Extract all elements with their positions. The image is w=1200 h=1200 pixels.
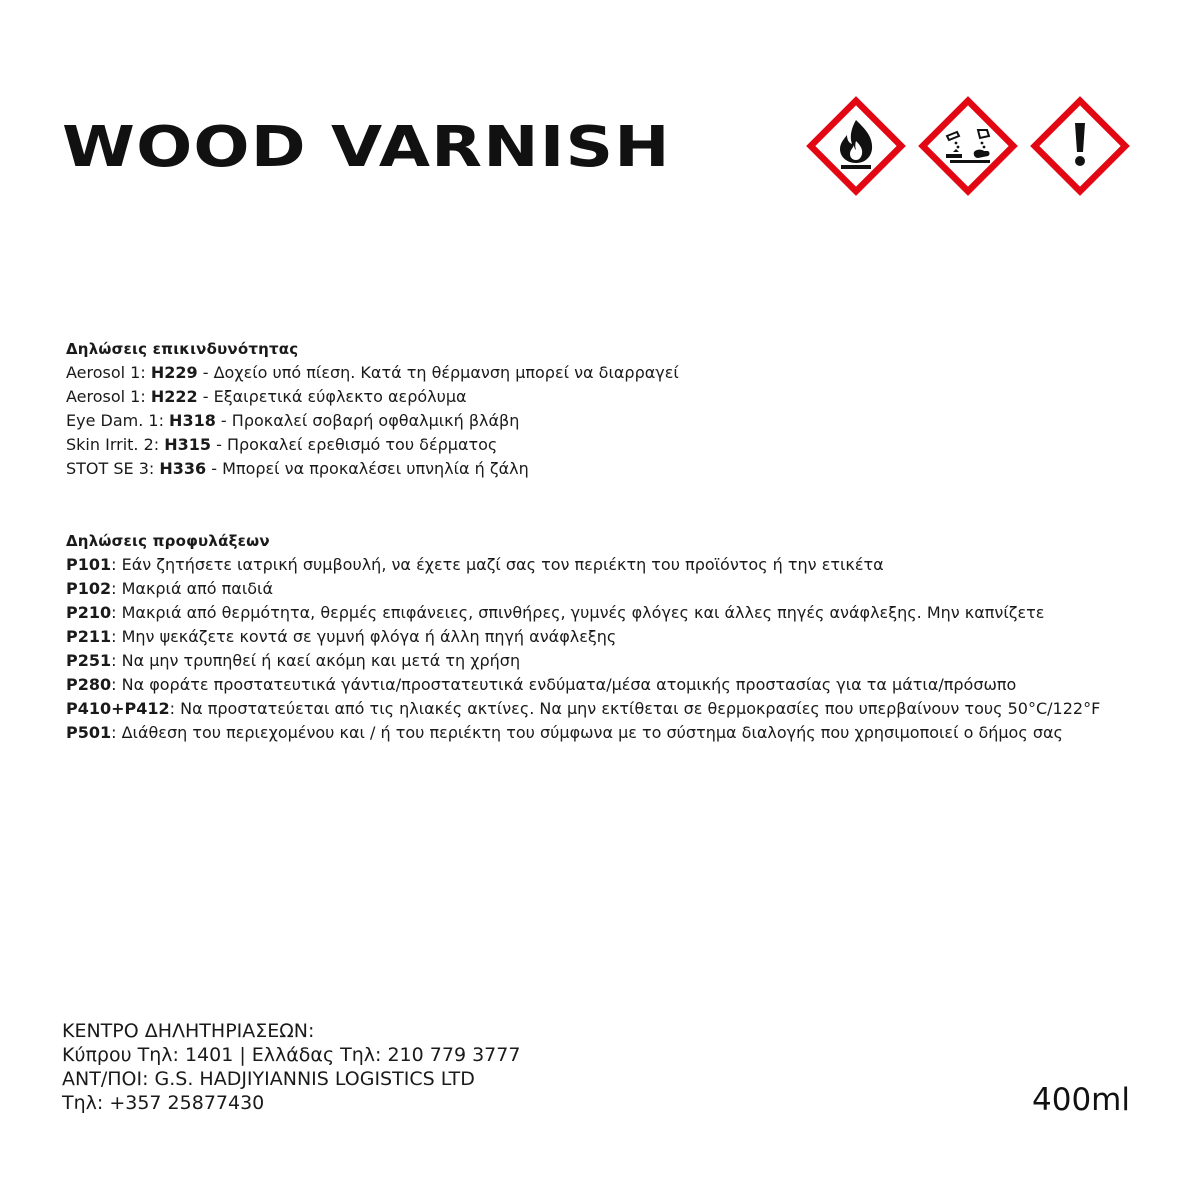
precaution-statement: P211: Μην ψεκάζετε κοντά σε γυμνή φλόγα ή άλλη πηγή ανάφλεξης: [66, 627, 617, 646]
poison-center-phones: Κύπρου Τηλ: 1401 | Ελλάδας Τηλ: 210 779 3777: [62, 1044, 521, 1066]
ghs-pictograms: [804, 94, 1132, 198]
corrosion-icon: [916, 94, 1020, 198]
hazard-statement: Skin Irrit. 2: H315 - Προκαλεί ερεθισμό του δέρματος: [66, 435, 498, 454]
hazard-statement: Aerosol 1: H222 - Εξαιρετικά εύφλεκτο αερόλυμα: [66, 387, 467, 406]
precaution-statement: P102: Μακριά από παιδιά: [66, 579, 273, 598]
distributor-phone: Τηλ: +357 25877430: [62, 1092, 265, 1114]
product-title: WOOD VARNISH: [62, 115, 671, 180]
hazard-statement: Eye Dam. 1: H318 - Προκαλεί σοβαρή οφθαλμική βλάβη: [66, 411, 520, 430]
precaution-statement: P410+P412: Να προστατεύεται από τις ηλιακές ακτίνες. Να μην εκτίθεται σε θερμοκρασίες που υπερβαίνουν τους 50°C/122°F: [66, 699, 1101, 718]
precaution-statement: P210: Μακριά από θερμότητα, θερμές επιφάνειες, σπινθήρες, γυμνές φλόγες και άλλες πηγές ανάφλεξης. Μην καπνίζετε: [66, 603, 1045, 622]
precaution-statement: P251: Να μην τρυπηθεί ή καεί ακόμη και μετά τη χρήση: [66, 651, 521, 670]
hazard-heading: Δηλώσεις επικινδυνότητας: [66, 340, 299, 358]
distributor: ΑΝΤ/ΠΟΙ: G.S. HADJIYIANNIS LOGISTICS LTD: [62, 1068, 475, 1090]
precaution-statement: P501: Διάθεση του περιεχομένου και / ή του περιέκτη του σύμφωνα με το σύστημα διαλογής που χρησιμοποιεί ο δήμος σας: [66, 723, 1063, 742]
precaution-heading: Δηλώσεις προφυλάξεων: [66, 532, 270, 550]
poison-center-label: ΚΕΝΤΡΟ ΔΗΛΗΤΗΡΙΑΣΕΩΝ:: [62, 1020, 315, 1042]
precaution-statement: P101: Εάν ζητήσετε ιατρική συμβουλή, να έχετε μαζί σας τον περιέκτη του προϊόντος ή την ετικέτα: [66, 555, 884, 574]
net-volume: 400ml: [1032, 1082, 1130, 1118]
exclamation-icon: [1028, 94, 1132, 198]
contact-block: [62, 1019, 520, 1115]
precaution-statement: P280: Να φοράτε προστατευτικά γάντια/προστατευτικά ενδύματα/μέσα ατομικής προστασίας για τα μάτια/πρόσωπο: [66, 675, 1017, 694]
hazard-statement: STOT SE 3: H336 - Μπορεί να προκαλέσει υπνηλία ή ζάλη: [66, 459, 529, 478]
precautionary-statements: [66, 529, 1134, 745]
flame-icon: [804, 94, 908, 198]
hazard-statement: Aerosol 1: H229 - Δοχείο υπό πίεση. Κατά τη θέρμανση μπορεί να διαρραγεί: [66, 363, 679, 382]
hazard-statements: [66, 337, 1146, 481]
